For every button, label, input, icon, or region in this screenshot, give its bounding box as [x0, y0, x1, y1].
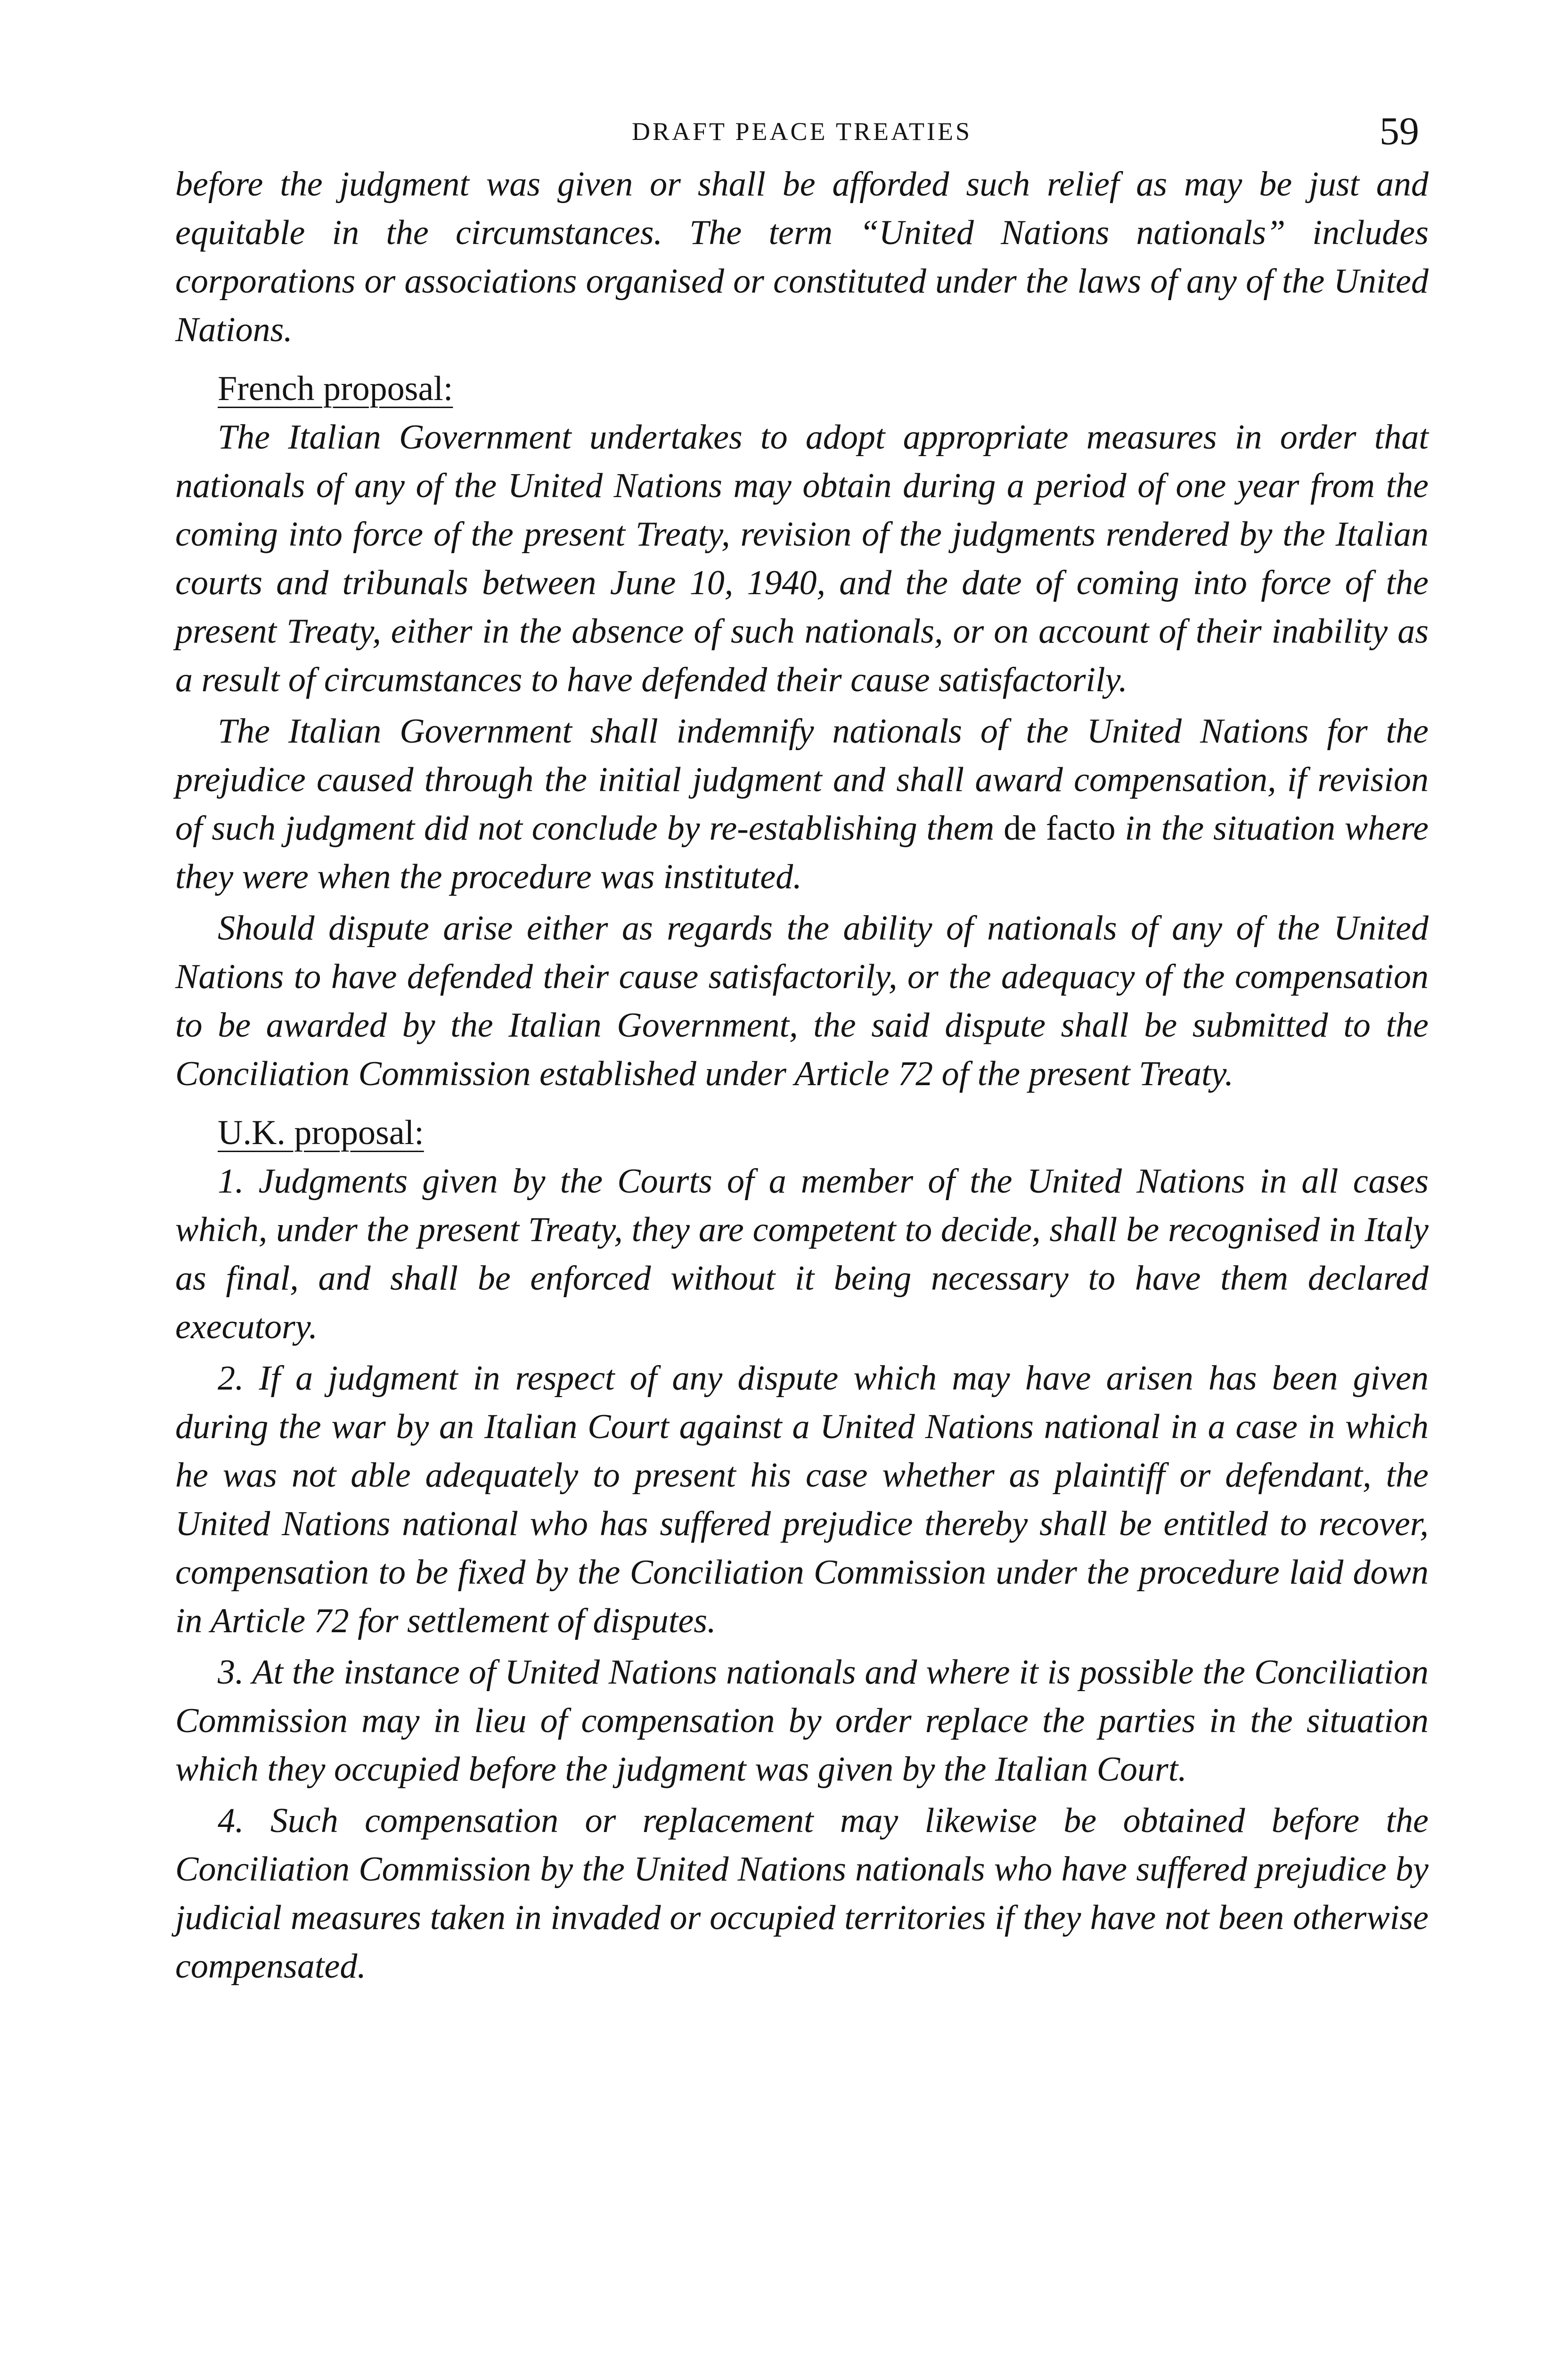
continuation-paragraph: before the judgment was given or shall be afforded such relief as may be just and equitable in the circumstances. The term “United Nations nationals” includes corporations or associations organised or constituted under the laws of any of the United Nations. [175, 165, 1429, 349]
uk-proposal-label: U.K. proposal: [218, 1113, 424, 1152]
french-proposal-label: French proposal: [218, 369, 453, 408]
french-paragraph-2-part-2: in the situation where they were when the procedure was instituted. [175, 809, 1429, 896]
de-facto-term: de facto [1004, 809, 1116, 848]
page-number: 59 [1380, 109, 1419, 153]
uk-item-1: 1. Judgments given by the Courts of a member of the United Nations in all cases which, under the present Treaty, they are competent to decide, shall be recognised in Italy as final, and shall be enforced without it being necessary to have them declared executory. [175, 1162, 1429, 1346]
french-proposal-heading [218, 365, 1429, 413]
uk-item-2: 2. If a judgment in respect of any dispute which may have arisen has been given during the war by an Italian Court against a United Nations national in a case in which he was not able adequately to present his case whether as plaintiff or defendant, the United Nations national who has suffered prejudice thereby shall be entitled to recover, compensation to be fixed by the Conciliation Commission under the procedure laid down in Article 72 for settlement of disputes. [175, 1359, 1429, 1640]
page-header [175, 108, 1429, 151]
french-paragraph-2 [175, 707, 1429, 901]
running-head: DRAFT PEACE TREATIES [631, 117, 972, 146]
french-paragraph-1: The Italian Government undertakes to adopt appropriate measures in order that nationals of any of the United Nations may obtain during a period of one year from the coming into force of the present Treaty, revision of the judgments rendered by the Italian courts and tribunals between June 10, 1940, and the date of coming into force of the present Treaty, either in the absence of such nationals, or on account of their inability as a result of circumstances to have defended their cause satisfactorily. [175, 418, 1429, 699]
french-paragraph-3: Should dispute arise either as regards the ability of nationals of any of the United Nations to have defended their cause satisfactorily, or the adequacy of the compensation to be awarded by the Italian Government, the said dispute shall be submitted to the Conciliation Commission established under Article 72 of the present Treaty. [175, 909, 1429, 1093]
document-page [175, 108, 1429, 1991]
french-paragraph-2-part-1: The Italian Government shall indemnify nationals of the United Nations for the prejudice caused through the initial judgment and shall award compensation, if revision of such judgment did not conclude by re-establishing them [175, 712, 1429, 848]
uk-proposal-heading [218, 1109, 1429, 1157]
uk-item-3: 3. At the instance of United Nations nationals and where it is possible the Conciliation Commission may in lieu of compensation by order replace the parties in the situation which they occupied before the judgment was given by the Italian Court. [175, 1653, 1429, 1789]
uk-item-4: 4. Such compensation or replacement may likewise be obtained before the Conciliation Commission by the United Nations nationals who have suffered prejudice by judicial measures taken in invaded or occupied territories if they have not been otherwise compensated. [175, 1801, 1429, 1986]
